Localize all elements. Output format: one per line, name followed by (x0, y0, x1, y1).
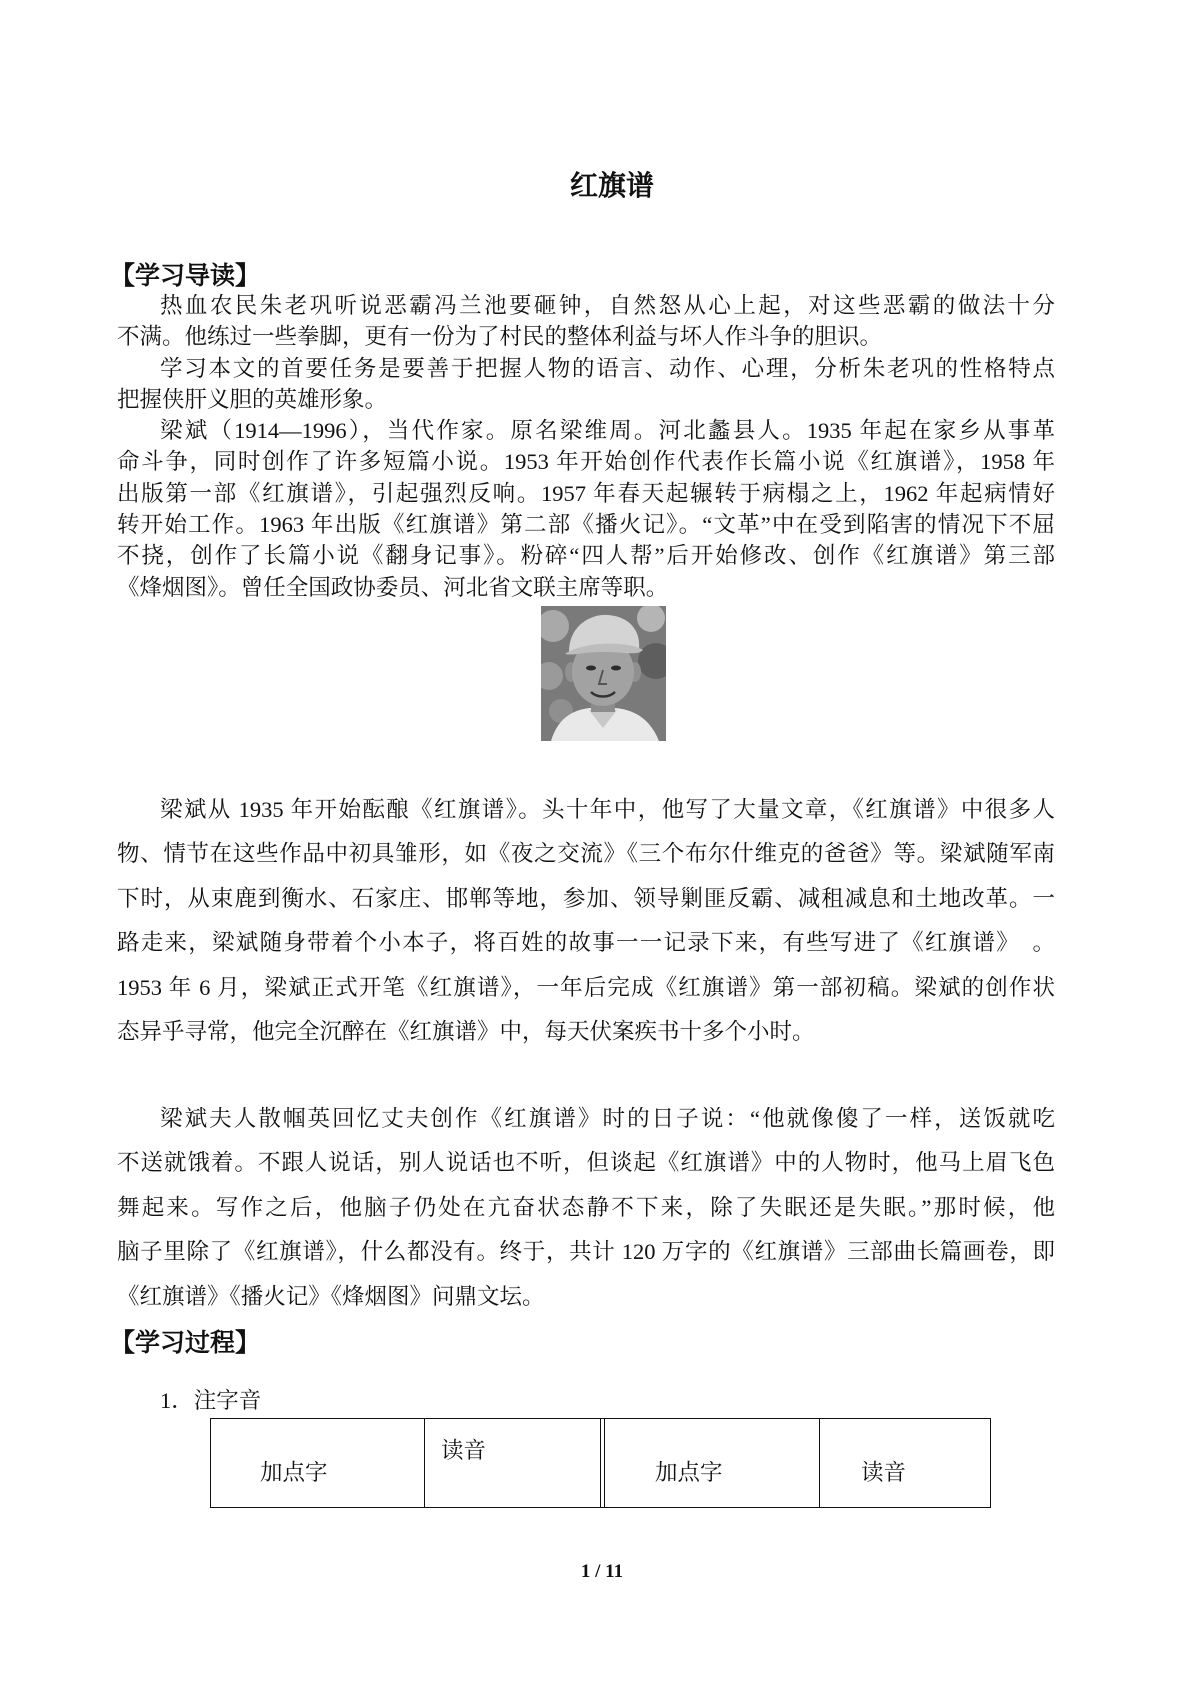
text-line: 把握侠肝义胆的英雄形象。 (117, 386, 388, 412)
table-header-pronunciation: 读音 (861, 1460, 907, 1485)
paragraph (117, 415, 1055, 603)
section-heading-guide: 【学习导读】 (110, 262, 261, 290)
text-line: 《红旗谱》《播火记》《烽烟图》问鼎文坛。 (117, 1283, 545, 1309)
text-line: 学习本文的首要任务是要善于把握人物的语言、动作、心理，分析朱老巩的性格特点 (160, 355, 1055, 381)
pinyin-table (210, 1418, 991, 1508)
table-divider (424, 1419, 425, 1507)
text-line: 梁斌夫人散帼英回忆丈夫创作《红旗谱》时的日子说：“他就像傻了一样，送饭就吃 (160, 1106, 1055, 1131)
paragraph (117, 353, 1055, 416)
text-line: 脑子里除了《红旗谱》，什么都没有。终于，共计 120 万字的《红旗谱》三部曲长篇画卷，即 (117, 1239, 1055, 1265)
exercise-item-1: 1．注字音 (160, 1388, 262, 1413)
page-title: 红旗谱 (569, 170, 654, 201)
author-photo (541, 606, 666, 741)
text-line: 《烽烟图》。曾任全国政协委员、河北省文联主席等职。 (117, 574, 669, 600)
table-divider-double (600, 1419, 605, 1507)
page-number: 1 / 11 (580, 1561, 624, 1582)
text-line: 转开始工作。1963 年出版《红旗谱》第二部《播火记》。“文革”中在受到陷害的情况下不屈 (117, 512, 1055, 538)
table-header-dotted-char: 加点字 (655, 1460, 723, 1485)
text-line: 出版第一部《红旗谱》，引起强烈反响。1957 年春天起辗转于病榻之上，1962 年起病情好 (117, 480, 1055, 506)
text-line: 下时，从束鹿到衡水、石家庄、邯郸等地，参加、领导剿匪反霸、减租减息和土地改革。一 (117, 885, 1055, 911)
author-portrait-image (541, 606, 666, 741)
text-line: 物、情节在这些作品中初具雏形，如《夜之交流》《三个布尔什维克的爸爸》等。梁斌随军南 (117, 841, 1055, 867)
text-line: 态异乎寻常，他完全沉醉在《红旗谱》中，每天伏案疾书十多个小时。 (117, 1019, 815, 1045)
reading-paragraph-1 (117, 788, 1055, 1054)
reading-paragraph-2 (117, 1097, 1055, 1319)
paragraph (117, 290, 1055, 353)
text-line: 不满。他练过一些拳脚，更有一份为了村民的整体利益与坏人作斗争的胆识。 (117, 324, 883, 350)
text-line: 梁斌从 1935 年开始酝酿《红旗谱》。头十年中，他写了大量文章，《红旗谱》中很多人 (160, 797, 1055, 822)
text-line: 梁斌（1914—1996），当代作家。原名梁维周。河北蠡县人。1935 年起在家乡从事革 (160, 418, 1055, 444)
text-line: 不送就饿着。不跟人说话，别人说话也不听，但谈起《红旗谱》中的人物时，他马上眉飞色 (117, 1150, 1055, 1176)
table-header-dotted-char: 加点字 (260, 1460, 328, 1485)
guide-text-block (117, 290, 1055, 603)
table-header-pronunciation: 读音 (441, 1438, 487, 1463)
text-line: 舞起来。写作之后，他脑子仍处在亢奋状态静不下来，除了失眠还是失眠。”那时候，他 (117, 1194, 1055, 1220)
text-line: 路走来，梁斌随身带着个小本子，将百姓的故事一一记录下来，有些写进了《红旗谱》 。 (117, 930, 1055, 956)
text-line: 命斗争，同时创作了许多短篇小说。1953 年开始创作代表作长篇小说《红旗谱》，1958 年 (117, 449, 1055, 475)
text-line: 1953 年 6 月，梁斌正式开笔《红旗谱》，一年后完成《红旗谱》第一部初稿。梁斌的创作状 (117, 974, 1055, 1000)
text-line: 不挠，创作了长篇小说《翻身记事》。粉碎“四人帮”后开始修改、创作《红旗谱》第三部 (117, 543, 1055, 569)
table-divider (819, 1419, 820, 1507)
text-line: 热血农民朱老巩听说恶霸冯兰池要砸钟，自然怒从心上起，对这些恶霸的做法十分 (160, 293, 1055, 318)
section-heading-process: 【学习过程】 (110, 1329, 261, 1357)
